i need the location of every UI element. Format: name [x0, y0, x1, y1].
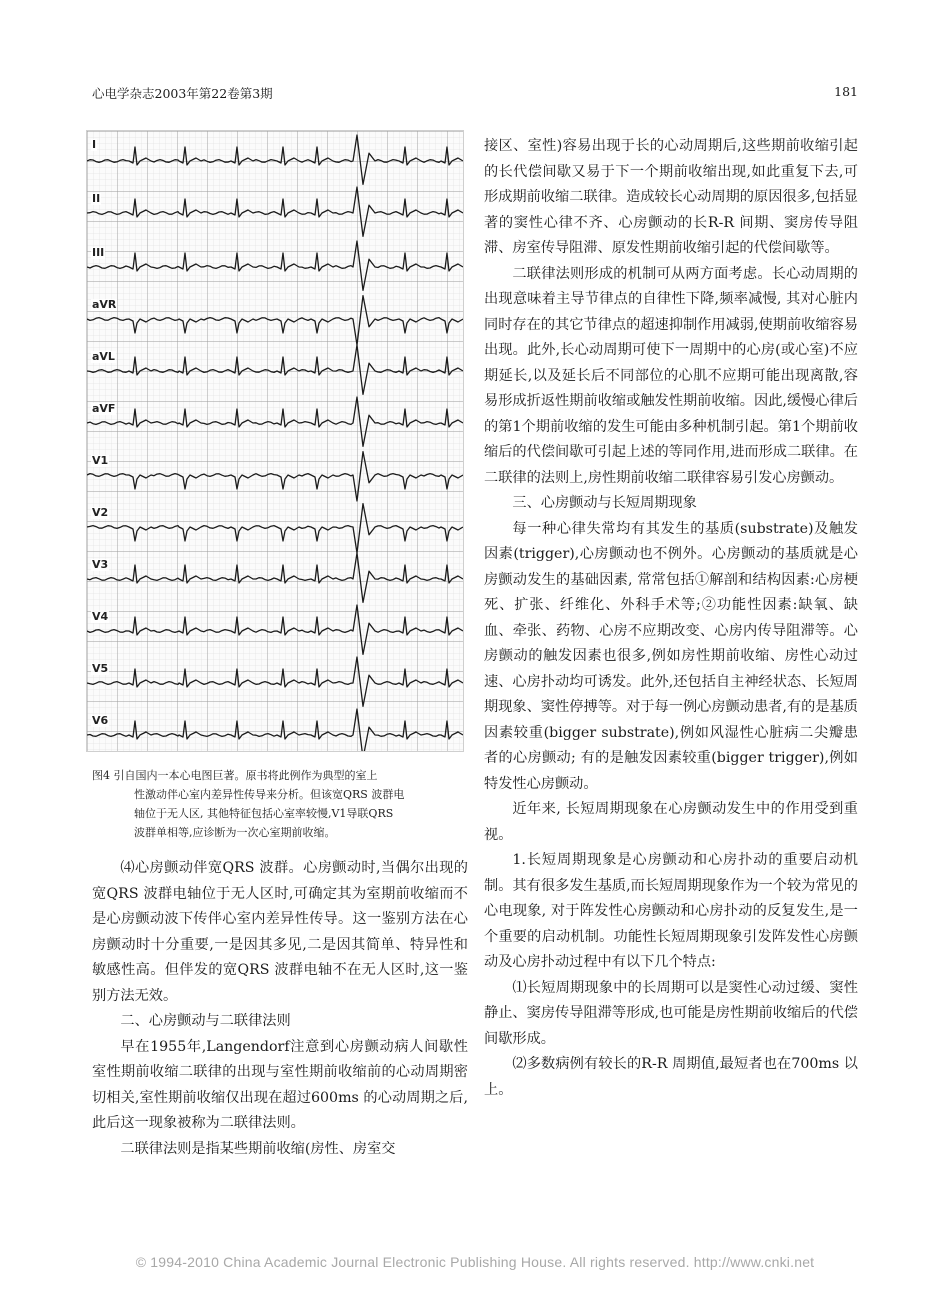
list-item: ⑵多数病例有较长的R-R 周期值,最短者也在700ms 以上。: [484, 1056, 858, 1098]
caption-line: 图4 引自国内一本心电图巨著。原书将此例作为典型的室上: [92, 769, 378, 782]
paragraph: 1.长短周期现象是心房颤动和心房扑动的重要启动机制。其有很多发生基质,而长短周期现象作为一个较为常见的心电现象, 对于阵发性心房颤动和心房扑动的反复发生,是一个重要的启动机制。功能性长短周期现象引发阵发性心房颤动及心房扑动过程中有以下几个特点:: [484, 852, 858, 970]
ecg-figure: [86, 130, 464, 752]
running-head: [92, 84, 858, 104]
ecg-tracing: [87, 131, 464, 752]
paragraph: 二联律法则是指某些期前收缩(房性、房室交: [120, 1140, 396, 1157]
lead-label: V3: [92, 558, 109, 571]
caption-line: 性激动伴心室内差异性传导来分析。但该宽QRS 波群电: [134, 788, 405, 801]
paragraph: 接区、室性)容易出现于长的心动周期后,这些期前收缩引起的长代偿间歇又易于下一个期前收缩出现,如此重复下去,可形成期前收缩二联律。造成较长心动周期的原因很多,包括显著的窦性心律不齐、心房颤动的长R-R 间期、窦房传导阻滞、房室传导阻滞、原发性期前收缩引起的代偿间歇等。: [484, 138, 858, 256]
left-column: [92, 856, 468, 1162]
ecg-grid: [87, 131, 464, 752]
lead-label: V4: [92, 610, 109, 623]
paragraph: 每一种心律失常均有其发生的基质(substrate)及触发因素(trigger),心房颤动也不例外。心房颤动的基质就是心房颤动发生的基础因素, 常常包括①解剖和结构因素:心房梗死、扩张、纤维化、外科手术等;②功能性因素:缺氧、缺血、牵张、药物、心房不应期改变、心房内传导阻滞等。心房颤动的触发因素也很多,例如房性期前收缩、房性心动过速、心房扑动均可诱发。此外,还包括自主神经状态、长短周期现象、窦性停搏等。对于每一例心房颤动患者,有的是基质因素较重(bigger substrate),例如风湿性心脏病二尖瓣患者的心房颤动; 有的是触发因素较重(bigger trigger),例如特发性心房颤动。: [484, 520, 858, 792]
section-heading: 二、心房颤动与二联律法则: [120, 1013, 291, 1029]
lead-label: II: [92, 192, 101, 205]
lead-label: V5: [92, 662, 109, 675]
page-number: 181: [834, 84, 858, 99]
lead-label: V6: [92, 714, 109, 727]
caption-line: 轴位于无人区, 其他特征包括心室率较慢,V1导联QRS: [134, 807, 394, 820]
paragraph: 二联律法则形成的机制可从两方面考虑。长心动周期的出现意味着主导节律点的自律性下降,频率减慢, 其对心脏内同时存在的其它节律点的超速抑制作用减弱,使期前收缩容易出现。此外,长心动周期可使下一周期中的心房(或心室)不应期延长,以及延长后不同部位的心肌不应期可能出现离散,容易形成折返性期前收缩或触发性期前收缩。因此,缓慢心律后的第1个期前收缩的发生可能由多种机制引起。第1个期前收缩后的代偿间歇可引起上述的等同作用,进而形成二联律。在二联律的法则上,房性期前收缩二联律容易引发心房颤动。: [484, 265, 858, 486]
paragraph: 近年来, 长短周期现象在心房颤动发生中的作用受到重视。: [484, 801, 858, 843]
section-heading: 三、心房颤动与长短周期现象: [512, 495, 697, 511]
lead-label: aVL: [92, 350, 115, 363]
paragraph: 早在1955年,Langendorf注意到心房颤动病人间歇性室性期前收缩二联律的出现与室性期前收缩前的心动周期密切相关,室性期前收缩仅出现在超过600ms 的心动周期之后,此后这一现象被称为二联律法则。: [92, 1038, 468, 1131]
caption-line: 波群单相等,应诊断为一次心室期前收缩。: [134, 826, 336, 839]
lead-label: III: [92, 246, 105, 259]
journal-title: 心电学杂志2003年第22卷第3期: [92, 86, 273, 101]
lead-label: I: [92, 138, 97, 151]
paragraph: ⑷心房颤动伴宽QRS 波群。心房颤动时,当偶尔出现的宽QRS 波群电轴位于无人区时,可确定其为室期前收缩而不是心房颤动波下传伴心室内差异性传导。这一鉴别方法在心房颤动时十分重要,一是因其多见,二是因其简单、特异性和敏感性高。但伴发的宽QRS 波群电轴不在无人区时,这一鉴别方法无效。: [92, 860, 468, 1004]
lead-label: aVR: [92, 298, 117, 311]
figure-caption: [92, 766, 460, 842]
lead-label: aVF: [92, 402, 116, 415]
list-item: ⑴长短周期现象中的长周期可以是窦性心动过缓、窦性静止、窦房传导阻滞等形成,也可能是房性期前收缩后的代偿间歇形成。: [484, 979, 858, 1047]
right-column: [484, 134, 858, 1103]
lead-label: V2: [92, 506, 109, 519]
lead-label: V1: [92, 454, 109, 467]
copyright-footer: © 1994-2010 China Academic Journal Electronic Publishing House. All rights reserved. http://www.cnki.net: [135, 1254, 815, 1270]
